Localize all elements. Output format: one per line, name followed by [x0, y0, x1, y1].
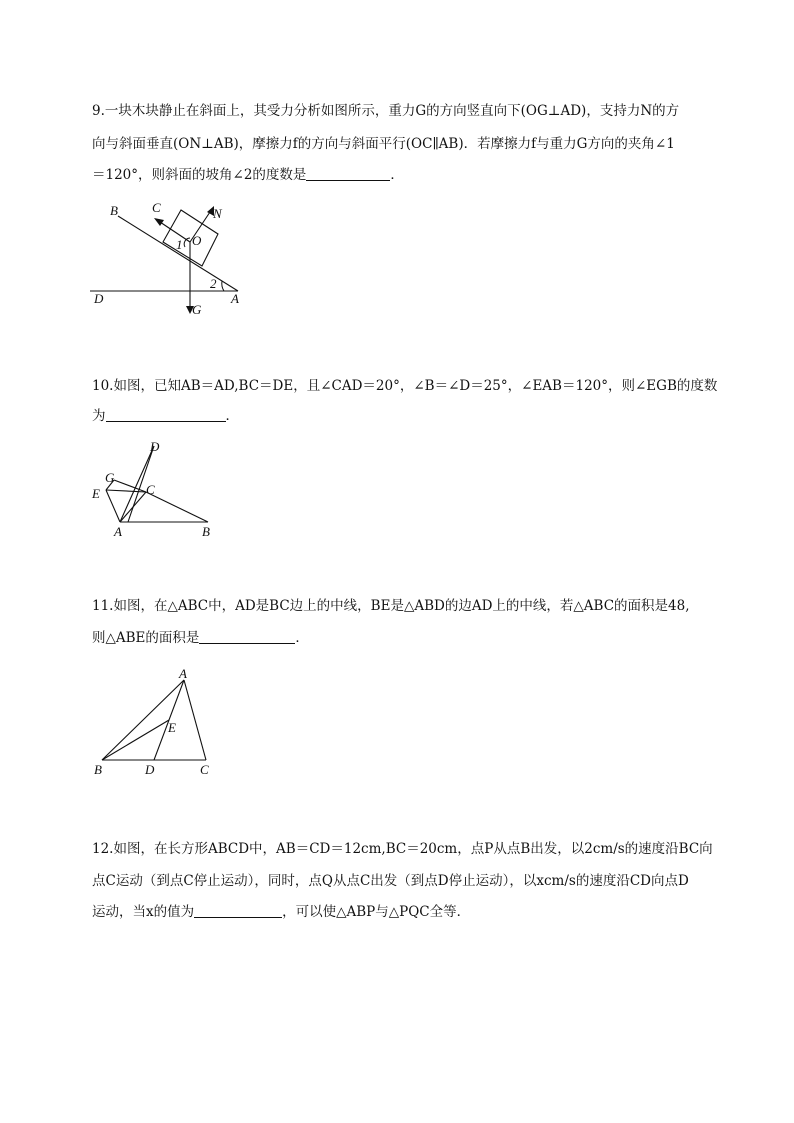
question-12-tail: ，可以使△ABP与△PQC全等． — [282, 904, 471, 920]
question-11-line-2-text: 则△ABE的面积是 — [92, 630, 200, 646]
question-11-end: ． — [295, 630, 309, 646]
label-C: C — [152, 200, 161, 215]
answer-blank[interactable] — [106, 407, 226, 422]
label-C: C — [200, 762, 209, 777]
question-11-figure — [88, 664, 228, 780]
question-10-line-2 — [92, 407, 239, 425]
question-9-line-3 — [92, 166, 404, 184]
question-10-end: ． — [225, 408, 239, 424]
label-O: O — [192, 233, 202, 248]
question-11-line-2 — [92, 629, 309, 647]
answer-blank[interactable] — [306, 166, 390, 181]
label-angle-1: 1 — [176, 237, 183, 252]
label-D: D — [145, 762, 155, 777]
label-A: A — [179, 666, 187, 681]
answer-blank[interactable] — [199, 629, 295, 644]
question-10-line-2-text: 为 — [92, 408, 106, 424]
question-12-line-2: 点C运动（到点C停止运动），同时，点Q从点C出发（到点D停止运动），以xcm/s的速度沿CD向点D — [92, 873, 689, 889]
label-A: A — [231, 291, 239, 306]
label-B: B — [110, 203, 118, 218]
label-C: C — [146, 482, 155, 497]
label-D: D — [150, 439, 160, 454]
label-G: G — [105, 470, 115, 485]
label-angle-2: 2 — [210, 276, 217, 291]
label-G: G — [192, 302, 202, 317]
question-12-line-3-text: 运动，当x的值为 — [92, 904, 195, 920]
question-9-figure — [88, 198, 258, 318]
question-12-line-1: 12.如图，在长方形ABCD中，AB＝CD＝12cm,BC＝20cm，点P从点B出发，以2cm/s的速度沿BC向 — [92, 841, 713, 857]
question-9-line-1: 9.一块木块静止在斜面上，其受力分析如图所示，重力G的方向竖直向下(OG⊥AD)，支持力N的方 — [92, 103, 680, 119]
answer-blank[interactable] — [194, 903, 282, 918]
question-9-line-3-text: ＝120°，则斜面的坡角∠2的度数是 — [92, 167, 307, 183]
question-10-figure — [88, 438, 228, 542]
label-E: E — [168, 720, 176, 735]
question-11-line-1: 11.如图，在△ABC中，AD是BC边上的中线，BE是△ABD的边AD上的中线，若△ABC的面积是48, — [92, 598, 690, 614]
label-B: B — [94, 762, 102, 777]
label-E: E — [92, 486, 100, 501]
label-B: B — [202, 524, 210, 539]
label-N: N — [213, 206, 222, 221]
label-A: A — [114, 524, 122, 539]
question-10-line-1: 10.如图，已知AB＝AD,BC＝DE，且∠CAD＝20°，∠B＝∠D＝25°，∠EAB＝120°，则∠EGB的度数 — [92, 378, 718, 394]
question-9-end: ． — [390, 167, 404, 183]
label-D: D — [94, 291, 104, 306]
question-12-line-3 — [92, 903, 470, 921]
question-9-line-2: 向与斜面垂直(ON⊥AB)，摩擦力f的方向与斜面平行(OC∥AB)．若摩擦力f与重力G方向的夹角∠1 — [92, 136, 675, 152]
